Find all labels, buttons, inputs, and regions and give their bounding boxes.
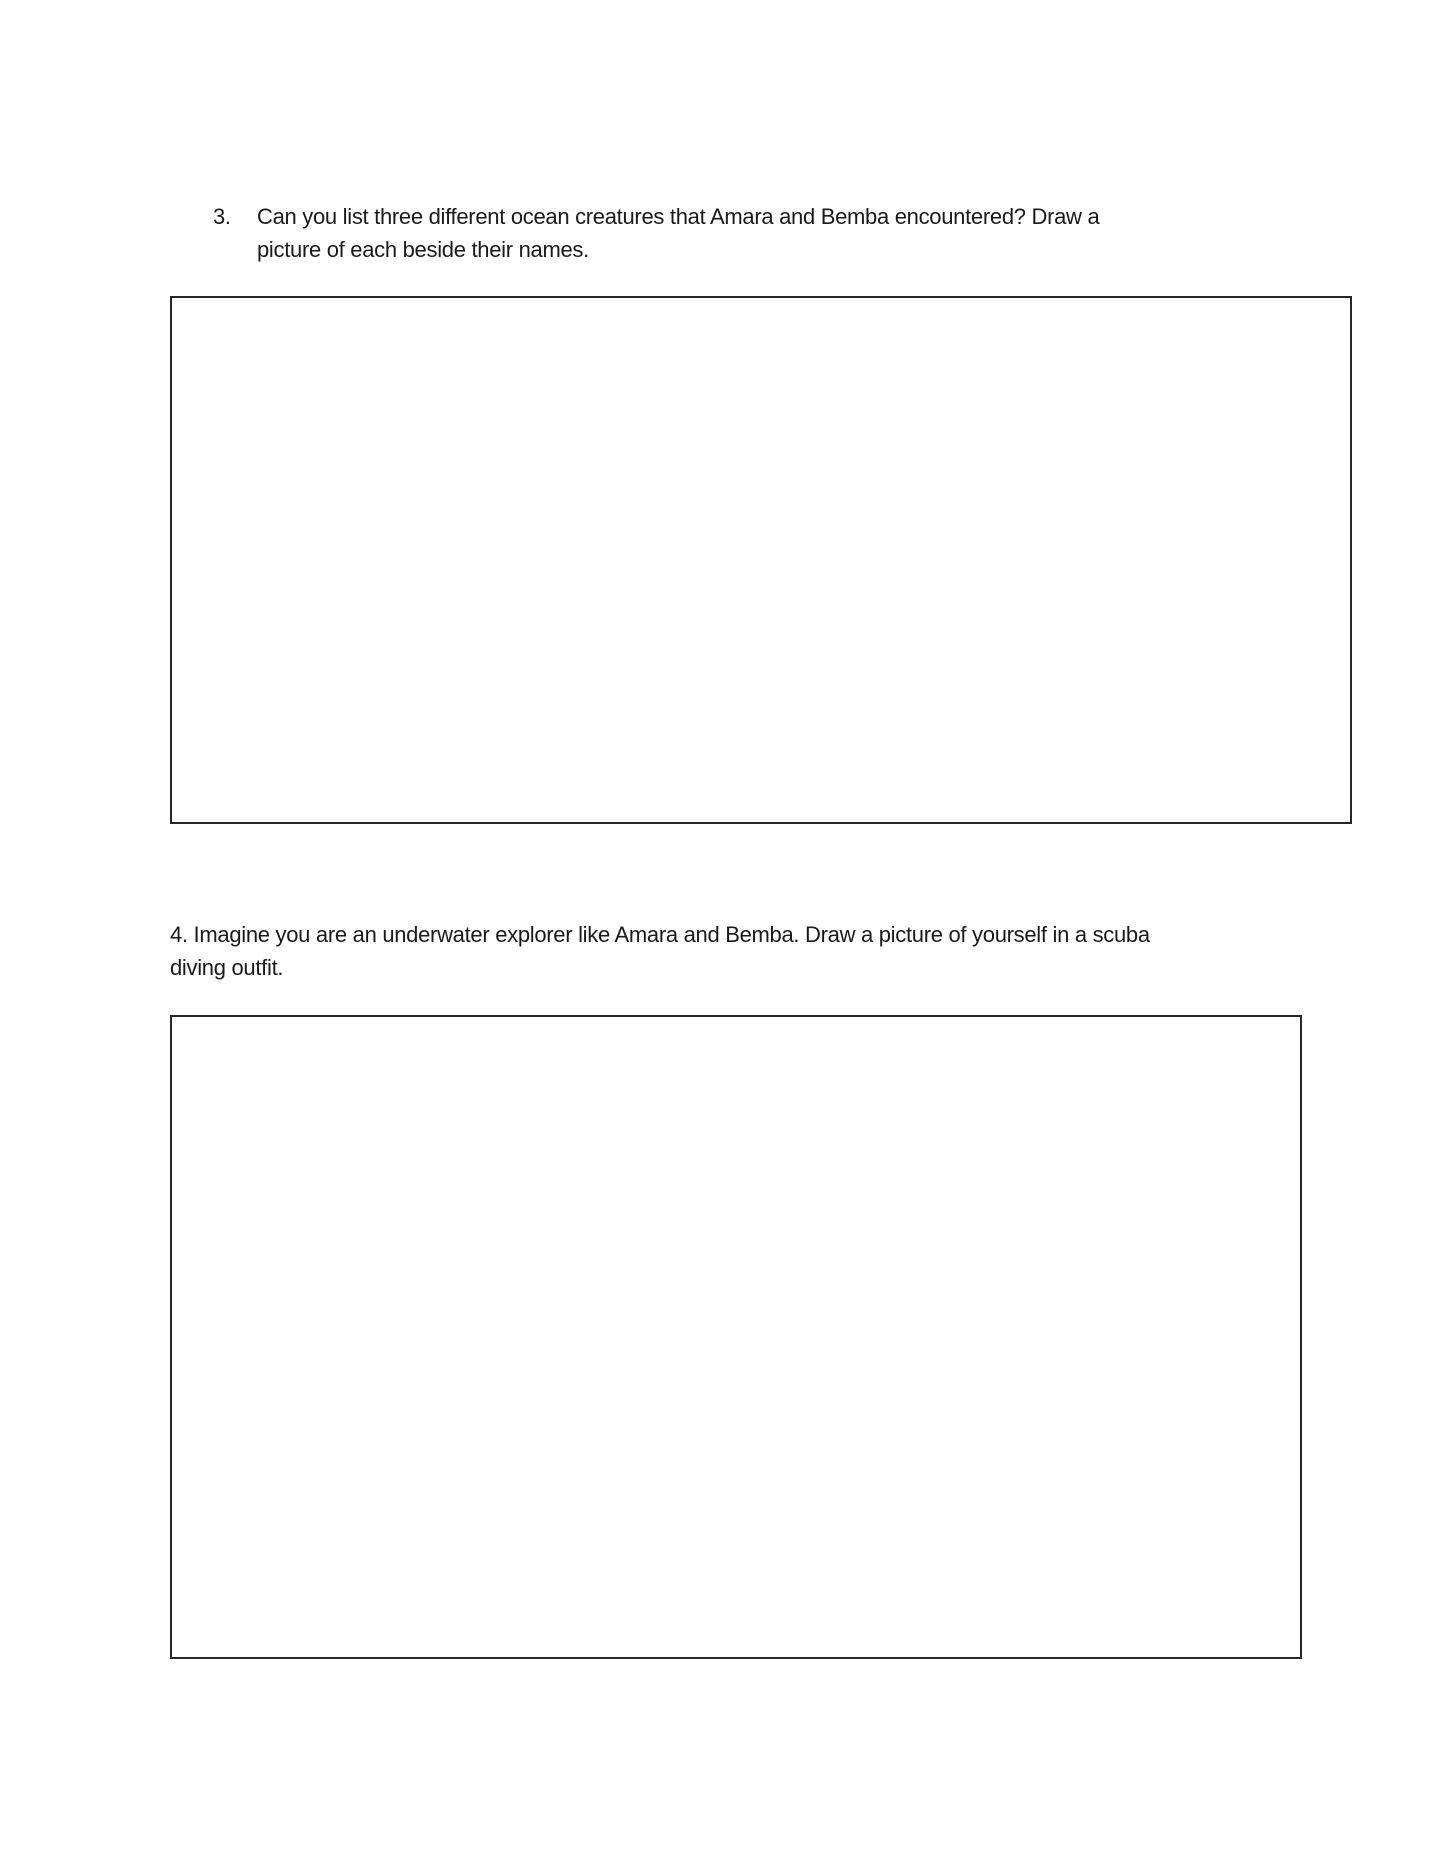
question-3-line-1: Can you list three different ocean creatures that Amara and Bemba encountered? Draw a: [257, 204, 1100, 229]
question-3-line-2: picture of each beside their names.: [257, 237, 589, 262]
drawing-box-scuba-self-portrait[interactable]: [170, 1015, 1302, 1659]
drawing-box-ocean-creatures[interactable]: [170, 296, 1352, 824]
question-4-line-1: 4. Imagine you are an underwater explorer like Amara and Bemba. Draw a picture of yourself in a scuba: [170, 922, 1150, 947]
question-4-line-2: diving outfit.: [170, 955, 284, 980]
question-3-number: 3.: [213, 204, 231, 229]
question-4: [170, 918, 1150, 984]
question-3-text: [257, 200, 1099, 266]
question-3: [213, 200, 1099, 266]
